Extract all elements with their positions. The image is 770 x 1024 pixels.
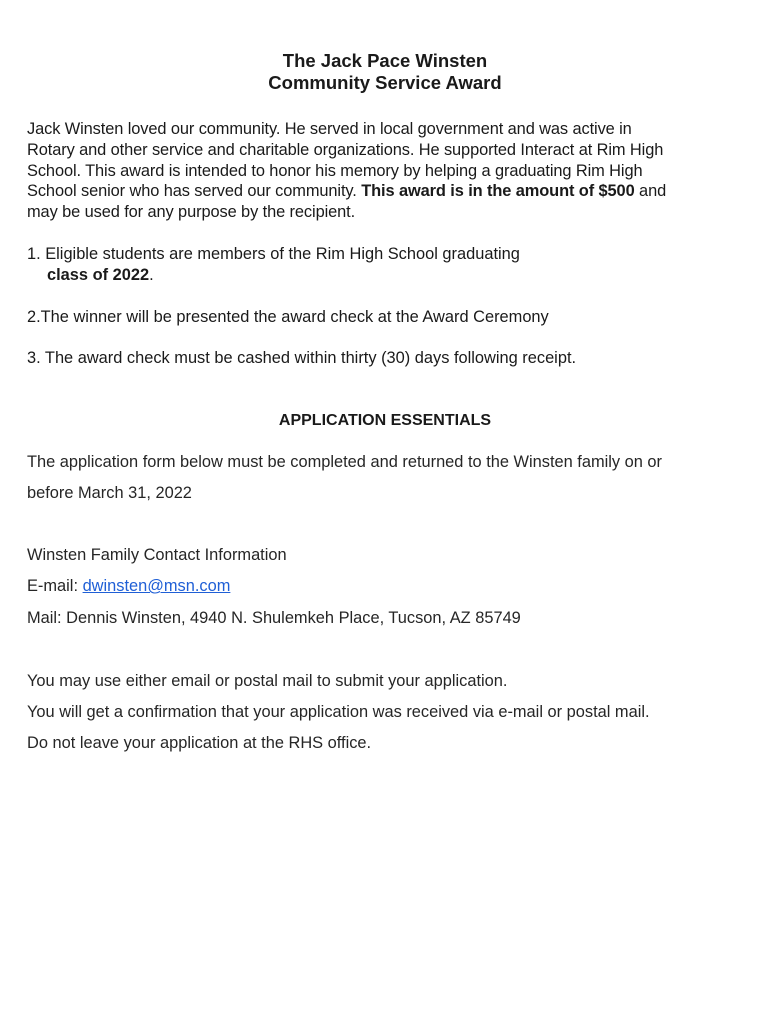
submission-line-1: You may use either email or postal mail to submit your application.: [27, 672, 508, 690]
intro-line-2: Rotary and other service and charitable organizations. He supported Interact at Rim High: [27, 140, 664, 159]
intro-line-4: [27, 181, 747, 202]
email-link[interactable]: dwinsten@msn.com: [82, 577, 231, 595]
intro-line-4-prefix: School senior who has served our community.: [27, 182, 362, 201]
intro-line-5: may be used for any purpose by the recipient.: [27, 203, 356, 222]
section-heading-application-essentials: APPLICATION ESSENTIALS: [278, 412, 492, 429]
rule-item-1-period: .: [149, 266, 154, 284]
graduating-class: class of 2022: [47, 266, 150, 284]
submission-line-2: You will get a confirmation that your application was received via e-mail or postal mail.: [27, 703, 650, 721]
intro-line-4-suffix: and: [634, 182, 667, 201]
deadline-line-2: before March 31, 2022: [27, 484, 192, 502]
rule-item-2: 2.The winner will be presented the award check at the Award Ceremony: [27, 308, 549, 326]
title-line-1: The Jack Pace Winsten: [282, 50, 488, 71]
contact-email-row: [27, 576, 230, 597]
intro-line-3: School. This award is intended to honor his memory by helping a graduating Rim High: [27, 161, 643, 180]
deadline-line-1: The application form below must be completed and returned to the Winsten family on or: [27, 453, 663, 471]
rule-item-3: 3. The award check must be cashed within thirty (30) days following receipt.: [27, 349, 577, 367]
title-line-2: Community Service Award: [268, 72, 502, 93]
award-amount-statement: This award is in the amount of $500: [361, 182, 635, 201]
rule-item-1: 1. Eligible students are members of the Rim High School graduating: [27, 245, 520, 263]
contact-mail-address: Mail: Dennis Winsten, 4940 N. Shulemkeh Place, Tucson, AZ 85749: [27, 609, 521, 627]
rule-item-1-continued: [47, 265, 154, 286]
submission-line-3: Do not leave your application at the RHS office.: [27, 734, 372, 752]
intro-paragraph: [27, 119, 747, 223]
email-label: E-mail:: [27, 577, 83, 595]
contact-heading: Winsten Family Contact Information: [27, 546, 287, 564]
intro-line-1: Jack Winsten loved our community. He served in local government and was active in: [27, 120, 632, 138]
